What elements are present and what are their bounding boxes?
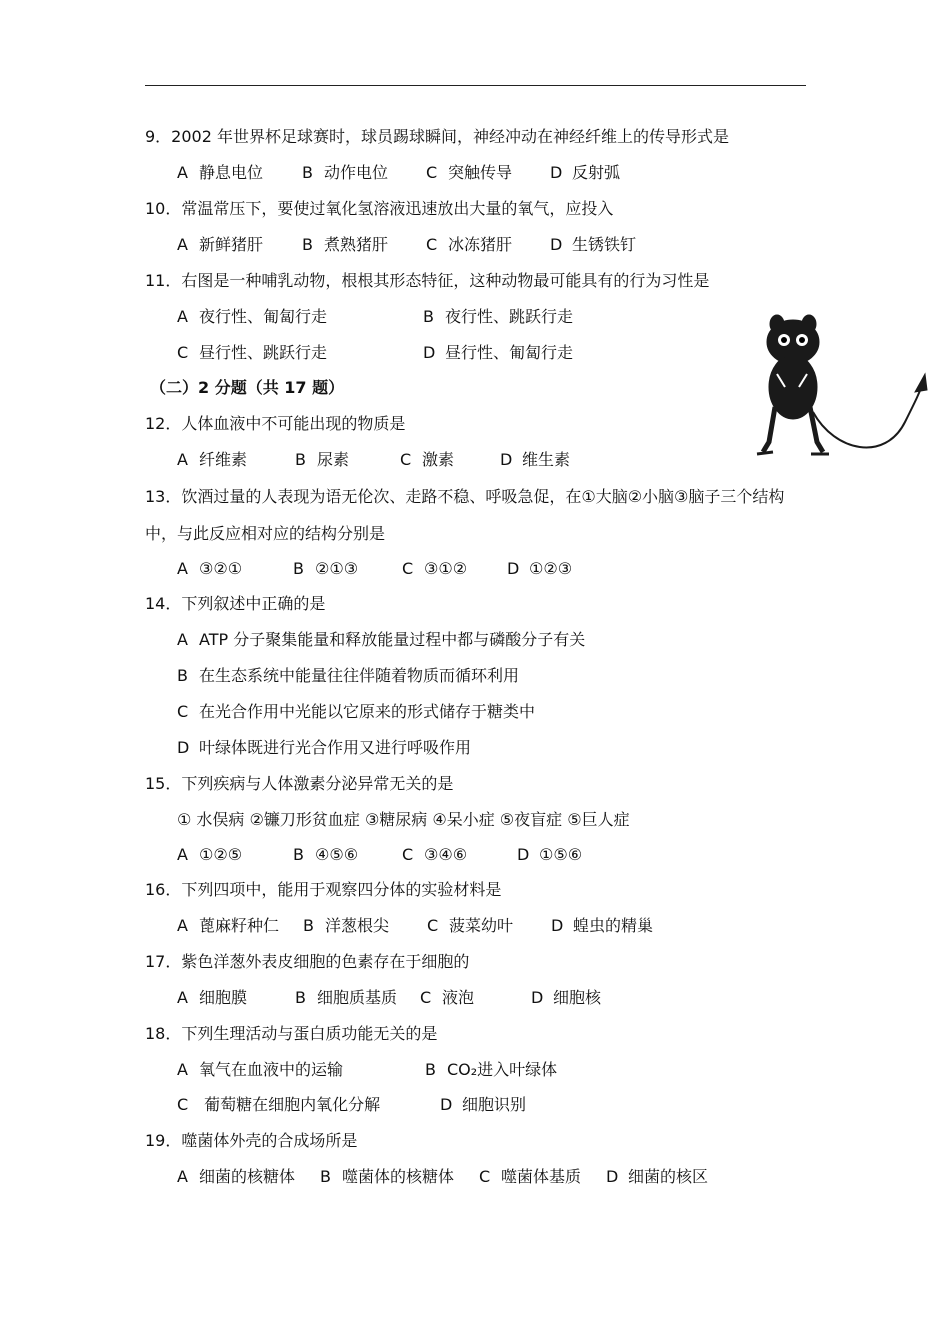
option-letter: B — [320, 1167, 331, 1186]
option-d — [551, 915, 653, 937]
option-letter: A — [177, 559, 188, 578]
option-b — [302, 234, 388, 256]
option-d — [606, 1166, 708, 1188]
option-letter: D — [550, 163, 563, 182]
option-text: 蓖麻籽种仁 — [199, 916, 280, 935]
option-text: 纤维素 — [199, 450, 248, 469]
option-c — [402, 558, 467, 580]
option-text: ③②① — [199, 559, 243, 578]
option-b — [293, 844, 358, 866]
option-a — [177, 1059, 343, 1081]
option-c — [177, 342, 327, 364]
option-text: CO₂进入叶绿体 — [447, 1060, 558, 1079]
option-text: 细胞质基质 — [317, 988, 398, 1007]
question-19-stem: 19．噬菌体外壳的合成场所是 — [145, 1131, 358, 1150]
option-d — [531, 987, 601, 1009]
option-c — [177, 1094, 380, 1116]
option-d — [177, 737, 471, 759]
option-letter: D — [440, 1095, 453, 1114]
option-letter: D — [550, 235, 563, 254]
option-text: 夜行性、跳跃行走 — [445, 307, 574, 326]
option-text: ①⑤⑥ — [539, 845, 583, 864]
option-c — [426, 234, 512, 256]
option-letter: B — [295, 450, 306, 469]
option-letter: A — [177, 988, 188, 1007]
question-13-stem-line2: 中，与此反应相对应的结构分别是 — [145, 524, 386, 543]
option-d — [517, 844, 582, 866]
option-text: ATP 分子聚集能量和释放能量过程中都与磷酸分子有关 — [199, 630, 586, 649]
option-text: 细胞核 — [553, 988, 602, 1007]
question-13-options — [0, 558, 900, 580]
option-letter: D — [177, 738, 190, 757]
option-text: 昼行性、跳跃行走 — [199, 343, 328, 362]
option-letter: D — [507, 559, 520, 578]
option-letter: A — [177, 450, 188, 469]
option-text: 噬菌体基质 — [501, 1167, 582, 1186]
option-letter: B — [293, 845, 304, 864]
question-10-stem: 10．常温常压下，要使过氧化氢溶液迅速放出大量的氧气，应投入 — [145, 199, 614, 218]
question-11-stem: 11．右图是一种哺乳动物，根根其形态特征，这种动物最可能具有的行为习性是 — [145, 271, 710, 290]
option-text: 噬菌体的核糖体 — [342, 1167, 455, 1186]
option-c — [426, 162, 512, 184]
option-text: 冰冻猪肝 — [448, 235, 513, 254]
option-letter: C — [427, 916, 439, 935]
option-text: 在生态系统中能量往往伴随着物质而循环利用 — [199, 666, 520, 685]
question-17-options — [0, 987, 900, 1009]
question-14-stem: 14．下列叙述中正确的是 — [145, 594, 326, 613]
option-letter: D — [500, 450, 513, 469]
option-b — [303, 915, 389, 937]
option-d — [423, 342, 573, 364]
option-letter: C — [402, 845, 414, 864]
option-c — [177, 701, 535, 723]
option-letter: A — [177, 1060, 188, 1079]
option-letter: C — [479, 1167, 491, 1186]
question-18-options-row1 — [0, 1059, 900, 1081]
option-d — [507, 558, 572, 580]
option-c — [400, 449, 454, 471]
option-a — [177, 987, 247, 1009]
option-text: 昼行性、匍匐行走 — [445, 343, 574, 362]
question-15-options — [0, 844, 900, 866]
question-18-options-row2 — [0, 1094, 900, 1116]
option-letter: A — [177, 916, 188, 935]
option-c — [420, 987, 474, 1009]
option-letter: A — [177, 163, 188, 182]
question-13-stem-line1: 13．饮酒过量的人表现为语无伦次、走路不稳、呼吸急促，在①大脑②小脑③脑子三个结构 — [145, 487, 785, 506]
option-letter: C — [177, 702, 189, 721]
question-15-stem: 15．下列疾病与人体激素分泌异常无关的是 — [145, 774, 454, 793]
option-letter: D — [423, 343, 436, 362]
option-letter: C — [402, 559, 414, 578]
option-text: 夜行性、匍匐行走 — [199, 307, 328, 326]
option-letter: D — [517, 845, 530, 864]
option-letter: D — [606, 1167, 619, 1186]
question-19-options — [0, 1166, 900, 1188]
section-header: （二）2 分题（共 17 题） — [150, 378, 345, 397]
option-text: ③①② — [424, 559, 468, 578]
option-b — [177, 665, 519, 687]
question-9-stem: 9．2002 年世界杯足球赛时，球员踢球瞬间，神经冲动在神经纤维上的传导形式是 — [145, 127, 729, 146]
question-18-stem: 18．下列生理活动与蛋白质功能无关的是 — [145, 1024, 438, 1043]
option-text: 突触传导 — [448, 163, 513, 182]
option-b — [320, 1166, 454, 1188]
option-b — [295, 987, 397, 1009]
question-16-stem: 16．下列四项中，能用于观察四分体的实验材料是 — [145, 880, 502, 899]
option-a — [177, 844, 242, 866]
option-letter: A — [177, 235, 188, 254]
option-text: ①②③ — [529, 559, 573, 578]
option-text: 蝗虫的精巢 — [573, 916, 654, 935]
option-letter: B — [177, 666, 188, 685]
option-text: 氧气在血液中的运输 — [199, 1060, 344, 1079]
option-a — [177, 1166, 295, 1188]
option-letter: B — [295, 988, 306, 1007]
option-text: 尿素 — [317, 450, 350, 469]
option-letter: C — [400, 450, 412, 469]
option-a — [177, 629, 585, 651]
question-9-options — [0, 162, 900, 184]
option-a — [177, 558, 242, 580]
option-text: 洋葱根尖 — [325, 916, 390, 935]
option-text: 细胞识别 — [462, 1095, 527, 1114]
option-a — [177, 915, 279, 937]
option-text: 菠菜幼叶 — [449, 916, 514, 935]
question-10-options — [0, 234, 900, 256]
option-text: 生锈铁钉 — [572, 235, 637, 254]
question-15-items: ① 水俣病 ②镰刀形贫血症 ③糖尿病 ④呆小症 ⑤夜盲症 ⑤巨人症 — [177, 810, 630, 829]
option-letter: C — [177, 343, 189, 362]
option-letter: A — [177, 307, 188, 326]
option-d — [550, 234, 636, 256]
option-b — [293, 558, 358, 580]
option-text: 在光合作用中光能以它原来的形式储存于糖类中 — [199, 702, 536, 721]
option-b — [423, 306, 573, 328]
question-12-stem: 12．人体血液中不可能出现的物质是 — [145, 414, 406, 433]
header-rule — [145, 85, 806, 86]
option-text: 动作电位 — [324, 163, 389, 182]
option-letter: B — [293, 559, 304, 578]
option-text: 煮熟猪肝 — [324, 235, 389, 254]
option-text: ③④⑥ — [424, 845, 468, 864]
option-letter: B — [303, 916, 314, 935]
option-text: 维生素 — [522, 450, 571, 469]
option-d — [440, 1094, 526, 1116]
option-letter: C — [177, 1095, 189, 1114]
option-letter: B — [302, 235, 313, 254]
option-text: 液泡 — [442, 988, 475, 1007]
option-a — [177, 234, 263, 256]
option-text: 静息电位 — [199, 163, 264, 182]
option-a — [177, 162, 263, 184]
option-text: ①②⑤ — [199, 845, 243, 864]
option-text: 新鲜猪肝 — [199, 235, 264, 254]
option-text: 叶绿体既进行光合作用又进行呼吸作用 — [199, 738, 472, 757]
option-text: ②①③ — [315, 559, 359, 578]
option-letter: C — [426, 163, 438, 182]
option-a — [177, 306, 327, 328]
option-letter: D — [551, 916, 564, 935]
option-letter: B — [423, 307, 434, 326]
option-letter: A — [177, 630, 188, 649]
option-a — [177, 449, 247, 471]
option-text: 细菌的核区 — [628, 1167, 709, 1186]
option-text: 激素 — [422, 450, 455, 469]
option-b — [425, 1059, 557, 1081]
option-d — [500, 449, 570, 471]
option-b — [302, 162, 388, 184]
tarsier-illustration — [755, 312, 930, 464]
option-text: 细胞膜 — [199, 988, 248, 1007]
option-letter: C — [426, 235, 438, 254]
question-16-options — [0, 915, 900, 937]
question-17-stem: 17．紫色洋葱外表皮细胞的色素存在于细胞的 — [145, 952, 470, 971]
option-letter: A — [177, 1167, 188, 1186]
option-letter: D — [531, 988, 544, 1007]
option-letter: C — [420, 988, 432, 1007]
option-text: 葡萄糖在细胞内氧化分解 — [199, 1095, 381, 1114]
option-c — [427, 915, 513, 937]
option-d — [550, 162, 620, 184]
option-text: 细菌的核糖体 — [199, 1167, 296, 1186]
option-text: 反射弧 — [572, 163, 621, 182]
option-letter: B — [425, 1060, 436, 1079]
option-letter: B — [302, 163, 313, 182]
option-c — [479, 1166, 581, 1188]
option-c — [402, 844, 467, 866]
option-letter: A — [177, 845, 188, 864]
option-text: ④⑤⑥ — [315, 845, 359, 864]
option-b — [295, 449, 349, 471]
